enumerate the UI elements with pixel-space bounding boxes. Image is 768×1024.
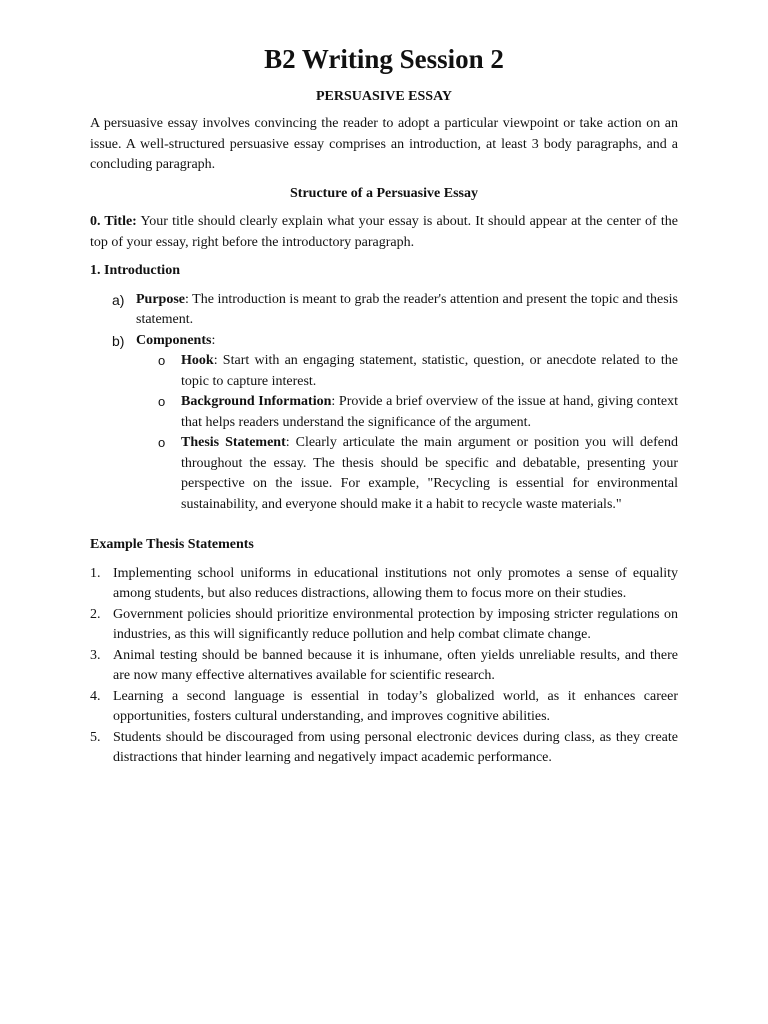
hook-label: Hook	[181, 353, 214, 368]
thesis-label: Thesis Statement	[181, 435, 286, 450]
hook-text: : Start with an engaging statement, statistic, question, or anecdote related to the topic to capture interest.	[181, 353, 678, 389]
section-spacer	[90, 515, 678, 535]
example-text: Implementing school uniforms in educational institutions not only promotes a sense of equality among students, but also reduces distractions, allowing them to focus more on their studies.	[113, 565, 678, 601]
list-item	[90, 728, 678, 769]
examples-heading: Example Thesis Statements	[90, 537, 254, 552]
list-item	[90, 687, 678, 728]
components-sublist	[136, 351, 678, 515]
purpose-label: Purpose	[136, 291, 185, 307]
components-text: :	[211, 332, 216, 348]
list-number: 5.	[90, 729, 101, 745]
circle-bullet-icon: o	[158, 353, 166, 368]
list-number: 1.	[90, 565, 101, 581]
background-label: Background Information	[181, 394, 332, 409]
title-section-text: Your title should clearly explain what your essay is about. It should appear at the center of the top of your essay, right before the introductory paragraph.	[90, 214, 678, 250]
example-text: Learning a second language is essential in today’s globalized world, as it enhances career opportunities, fosters cultural understanding, and improves cognitive abilities.	[113, 688, 678, 724]
circle-bullet-icon: o	[158, 435, 166, 450]
examples-list	[90, 564, 678, 769]
list-number: 3.	[90, 647, 101, 663]
list-item-hook	[136, 351, 678, 392]
list-item-background	[136, 392, 678, 433]
list-item-purpose	[90, 290, 678, 331]
thesis-text: : Clearly articulate the main argument or position you will defend throughout the essay. The thesis should be specific and debatable, presenting your perspective on the issue. For example, "Recycling is essential for environmental sustainability, and everyone should make it a habit to recycle waste materials."	[181, 435, 678, 512]
components-label: Components	[136, 332, 212, 348]
background-text: : Provide a brief overview of the issue at hand, giving context that helps readers understand the significance of the argument.	[181, 394, 678, 430]
title-section-label: 0. Title:	[90, 214, 137, 229]
list-item	[90, 605, 678, 646]
list-marker: a)	[112, 291, 125, 308]
list-item-thesis	[136, 433, 678, 515]
circle-bullet-icon: o	[158, 394, 166, 409]
example-text: Animal testing should be banned because it is inhumane, often yields unreliable results, and there are now many effective alternatives available for scientific research.	[113, 647, 678, 683]
list-number: 4.	[90, 688, 101, 704]
list-number: 2.	[90, 606, 101, 622]
example-text: Students should be discouraged from using personal electronic devices during class, as they create distractions that hinder learning and negatively impact academic performance.	[113, 729, 678, 765]
list-item-components	[90, 331, 678, 516]
intro-paragraph: A persuasive essay involves convincing the reader to adopt a particular viewpoint or take action on an issue. A well-structured persuasive essay comprises an introduction, at least 3 body paragraphs, and a concluding paragraph.	[90, 116, 678, 172]
document-subtitle: PERSUASIVE ESSAY	[315, 89, 453, 104]
introduction-list	[90, 290, 678, 516]
purpose-text: : The introduction is meant to grab the reader's attention and present the topic and thesis statement.	[136, 291, 678, 327]
document-title: B2 Writing Session 2	[264, 44, 504, 74]
list-marker: b)	[112, 332, 125, 349]
introduction-heading: 1. Introduction	[90, 263, 180, 278]
list-item	[90, 646, 678, 687]
structure-heading: Structure of a Persuasive Essay	[290, 185, 478, 201]
list-item	[90, 564, 678, 605]
example-text: Government policies should prioritize environmental protection by imposing stricter regulations on industries, as this will significantly reduce pollution and help combat climate change.	[113, 606, 678, 642]
title-section	[90, 212, 678, 253]
